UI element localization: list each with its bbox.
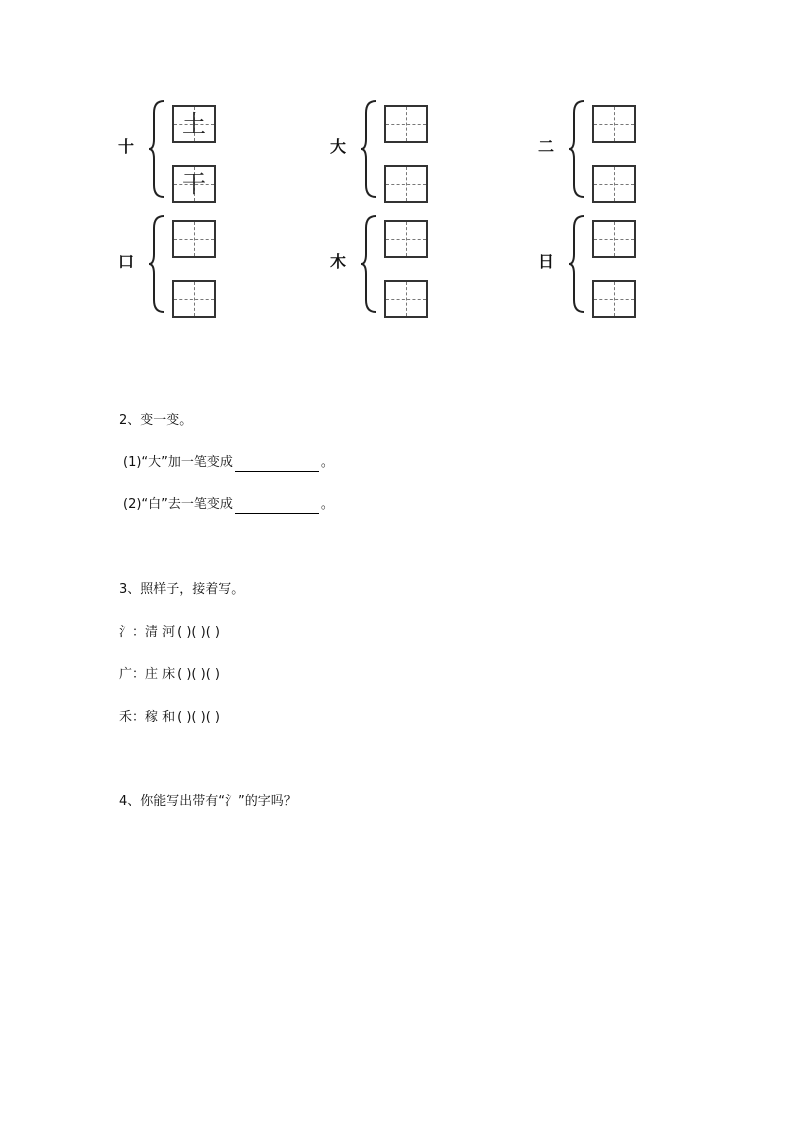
example-row bbox=[119, 624, 222, 642]
base-character: 口 bbox=[118, 252, 135, 271]
base-character: 木 bbox=[330, 252, 347, 271]
radical-example: 禾：稼 和 bbox=[119, 710, 176, 725]
example-character: 土 bbox=[182, 110, 206, 138]
brace-icon bbox=[360, 99, 378, 199]
radical-example: 广：庄 床 bbox=[119, 667, 176, 682]
writing-box[interactable] bbox=[384, 105, 428, 143]
section2-title: 2、变一变。 bbox=[119, 413, 193, 428]
section4-title: 4、你能写出带有“氵”的字吗？ bbox=[119, 794, 297, 809]
writing-box[interactable] bbox=[592, 220, 636, 258]
question-prefix: (2)“白”去一笔变成 bbox=[123, 497, 233, 512]
question-item-2 bbox=[123, 496, 334, 514]
base-character: 二 bbox=[538, 137, 555, 156]
grid-group bbox=[322, 95, 462, 200]
grid-group bbox=[110, 210, 250, 315]
brace-icon bbox=[568, 214, 586, 314]
answer-parens[interactable]: ( )( )( ) bbox=[177, 710, 220, 725]
base-character: 十 bbox=[118, 137, 135, 156]
question-suffix: 。 bbox=[320, 455, 334, 470]
writing-box[interactable] bbox=[592, 105, 636, 143]
character-grid-area bbox=[110, 95, 670, 335]
base-character: 大 bbox=[330, 137, 347, 156]
base-character: 日 bbox=[538, 252, 555, 271]
grid-group bbox=[110, 95, 250, 200]
brace-icon bbox=[148, 99, 166, 199]
example-character: 干 bbox=[182, 170, 206, 198]
answer-parens[interactable]: ( )( )( ) bbox=[177, 667, 220, 682]
question-item-1 bbox=[123, 454, 334, 472]
brace-icon bbox=[568, 99, 586, 199]
writing-box[interactable] bbox=[172, 220, 216, 258]
grid-group bbox=[530, 210, 670, 315]
example-row bbox=[119, 666, 222, 684]
writing-box[interactable] bbox=[592, 165, 636, 203]
radical-example: 氵：清 河 bbox=[119, 625, 176, 640]
question-suffix: 。 bbox=[320, 497, 334, 512]
grid-group bbox=[530, 95, 670, 200]
question-prefix: (1)“大”加一笔变成 bbox=[123, 455, 233, 470]
writing-box[interactable] bbox=[384, 220, 428, 258]
writing-box[interactable] bbox=[384, 280, 428, 318]
writing-box[interactable] bbox=[384, 165, 428, 203]
answer-parens[interactable]: ( )( )( ) bbox=[177, 625, 220, 640]
writing-box[interactable] bbox=[172, 165, 216, 203]
grid-group bbox=[322, 210, 462, 315]
writing-box[interactable] bbox=[172, 105, 216, 143]
answer-blank[interactable] bbox=[235, 500, 319, 514]
example-row bbox=[119, 709, 222, 727]
writing-box[interactable] bbox=[592, 280, 636, 318]
brace-icon bbox=[360, 214, 378, 314]
answer-blank[interactable] bbox=[235, 458, 319, 472]
writing-box[interactable] bbox=[172, 280, 216, 318]
section3-title: 3、照样子，接着写。 bbox=[119, 582, 245, 597]
brace-icon bbox=[148, 214, 166, 314]
